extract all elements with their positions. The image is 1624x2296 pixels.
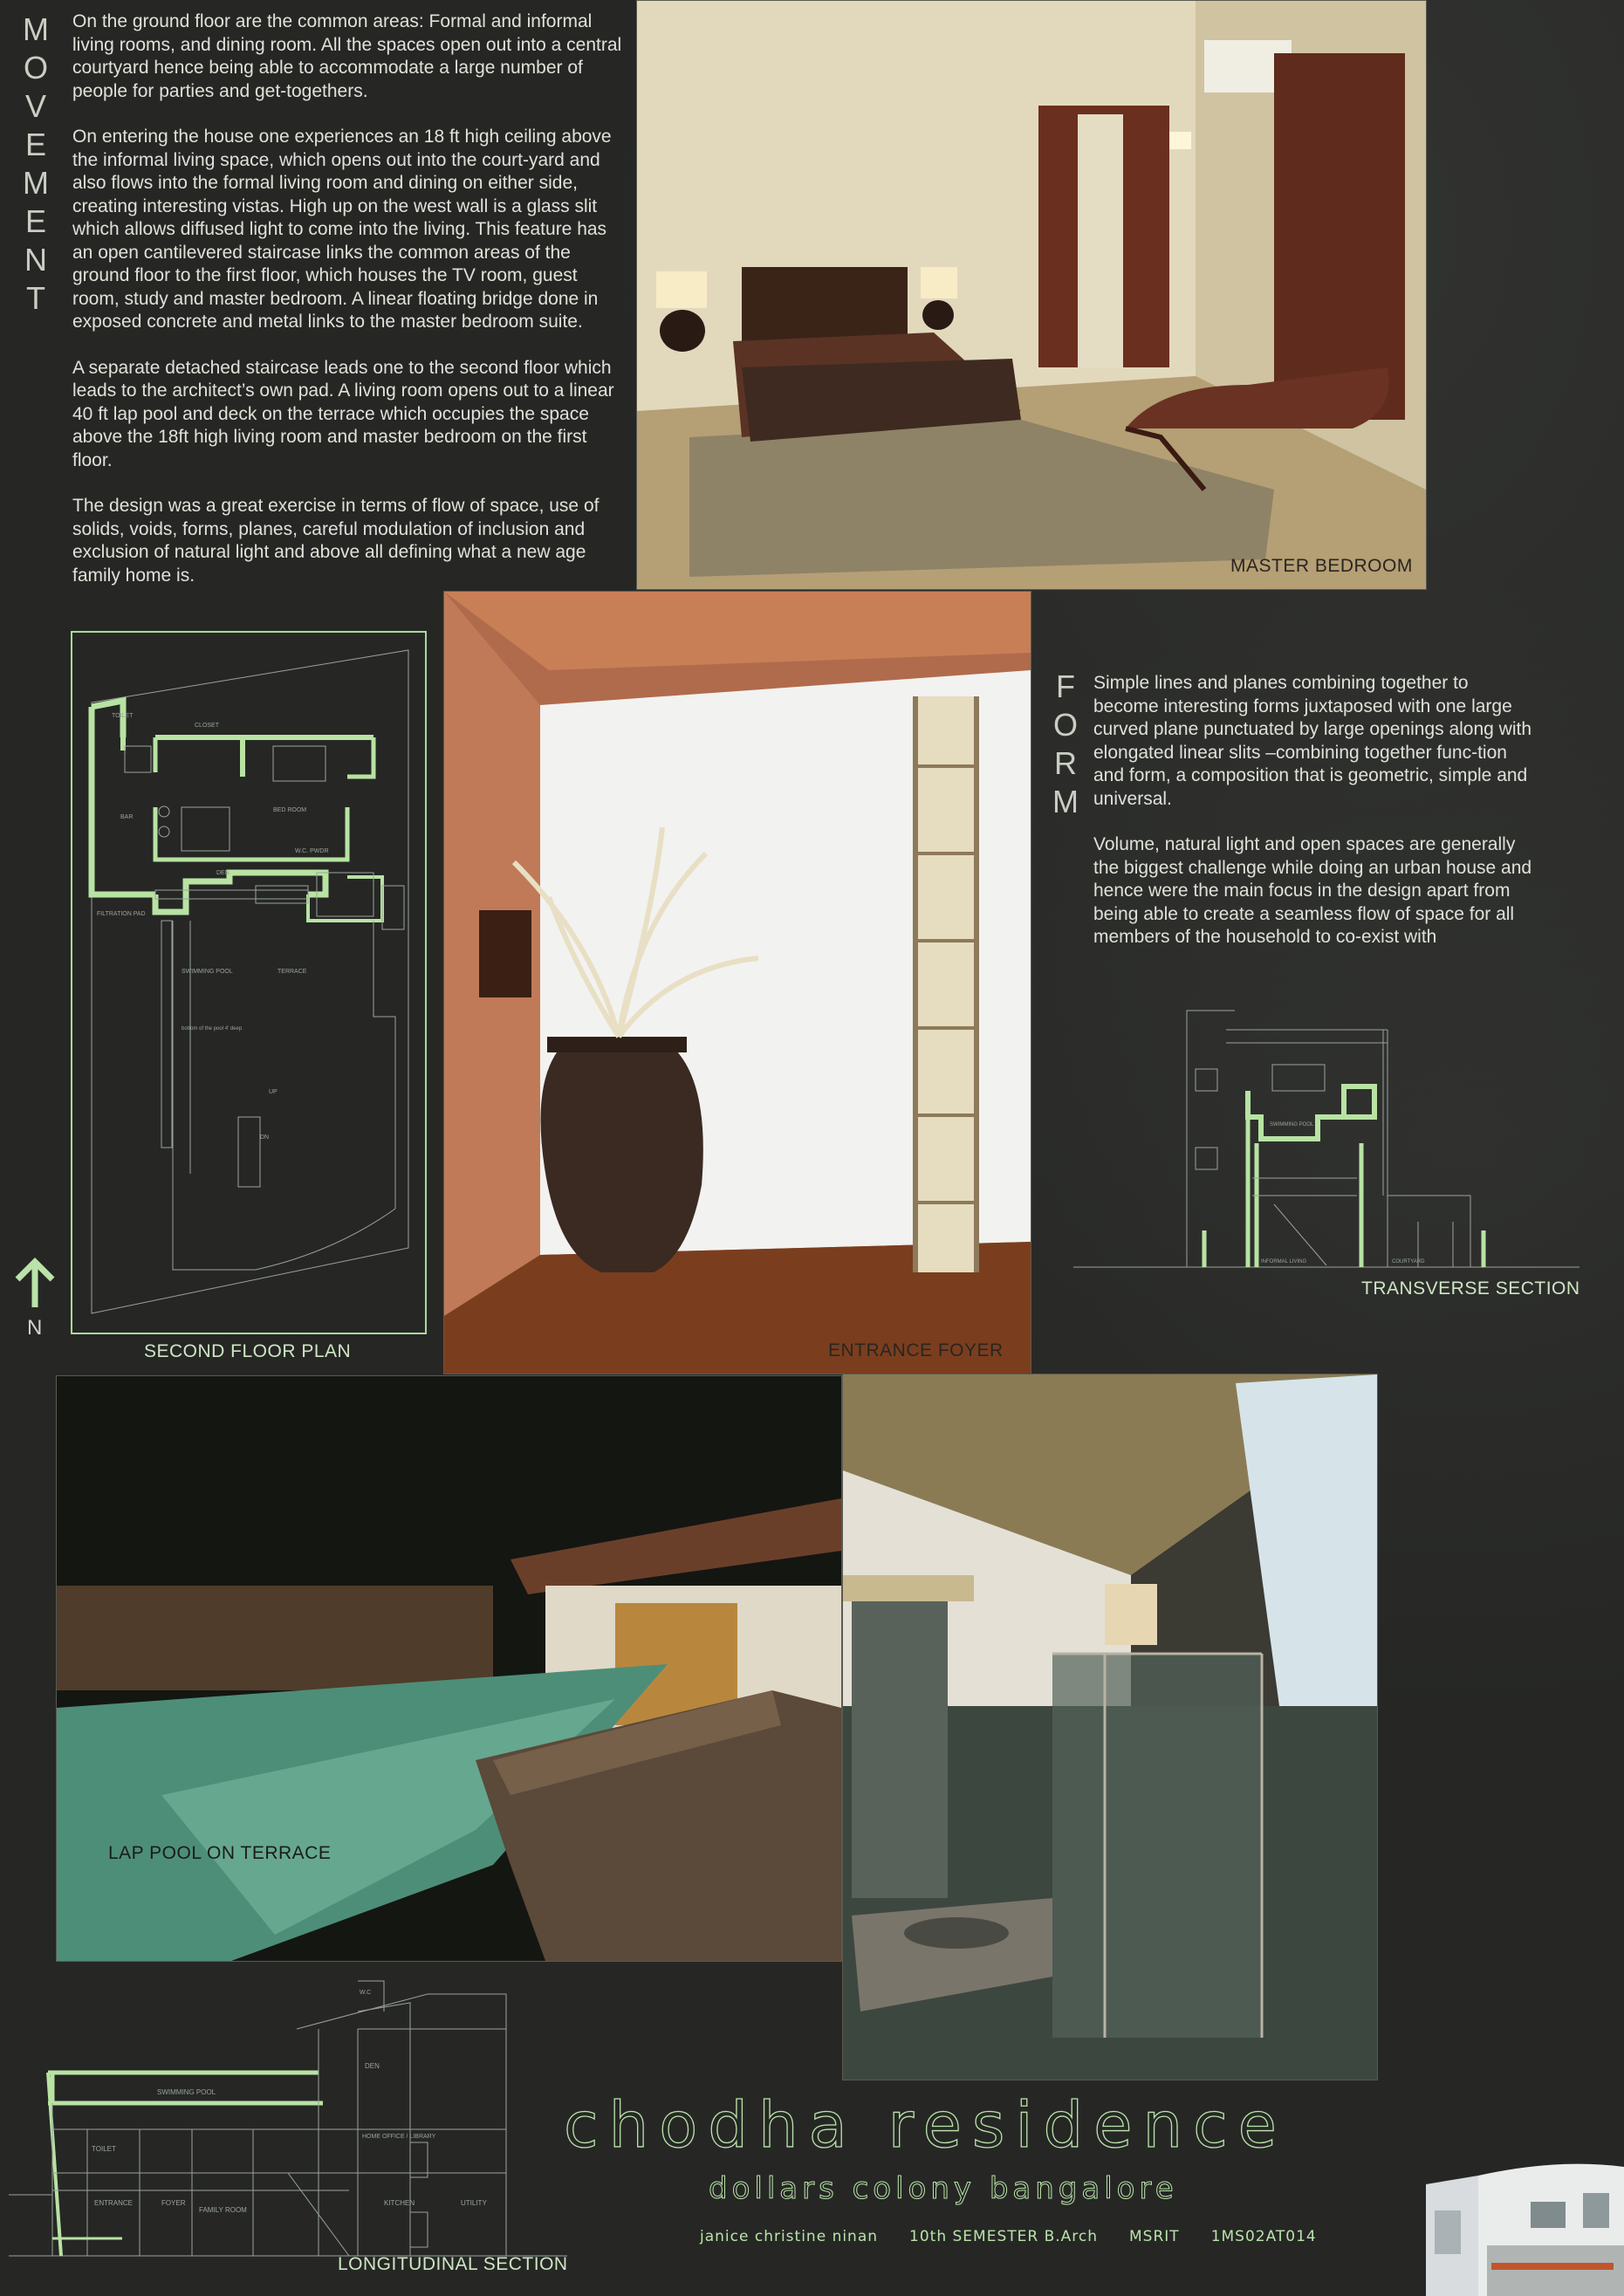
form-letter: F [1056,668,1075,704]
plan-label: UP [269,1089,278,1095]
transverse-section-caption: TRANSVERSE SECTION [1361,1278,1580,1299]
college: MSRIT [1129,2228,1180,2245]
bathroom-photo [842,1374,1378,2080]
movement-letter: O [23,50,48,86]
movement-paragraph: The design was a great exercise in terms of flow of space, use of solids, voids, forms, planes, careful modulation of inclusion and exclusion of natural light and above all defining what a new age family home is. [72,496,600,586]
transverse-section-drawing [1073,1004,1597,1274]
movement-paragraph: A separate detached staircase leads one to the second floor which leads to the architect’s own pad. A living room opens out to a linear 40 ft lap pool and deck on the terrace which occupies the space above the 18ft high living room and master bedroom on the first floor. [72,357,614,470]
movement-letter: M [23,11,49,47]
transverse-label: COURTYARD [1392,1259,1425,1265]
longitudinal-label: HOME OFFICE / LIBRARY [362,2134,436,2140]
master-bedroom-illustration [637,1,1426,589]
north-arrow-icon [12,1257,58,1309]
form-paragraph: Volume, natural light and open spaces are generally the biggest challenge while doing an urban house and hence were the main focus in the design apart from being able to create a seamless flow of space for all members of the household to co-exist with [1093,834,1532,947]
transverse-label: SWIMMING POOL [1270,1122,1314,1127]
plan-label: TOILET [112,713,134,719]
movement-letter: M [23,165,49,201]
plan-label: BED ROOM [273,807,307,813]
plan-label: bottom of the pool 4' deep [182,1026,243,1031]
longitudinal-label: SWIMMING POOL [157,2088,216,2096]
plan-label: TERRACE [278,969,307,975]
student-id: 1MS02AT014 [1210,2228,1317,2245]
longitudinal-label: FAMILY ROOM [199,2206,247,2214]
form-vertical-title [1048,668,1083,821]
longitudinal-label: KITCHEN [384,2199,415,2207]
project-credits [700,2228,1317,2245]
semester: 10th SEMESTER B.Arch [909,2228,1099,2245]
plan-label: DEN [216,870,230,876]
form-letter: M [1052,784,1079,819]
building-render [1426,2149,1624,2296]
plan-label: W.C. PWDR [295,848,329,854]
plan-label: FILTRATION PAD [97,911,146,917]
project-location: dollars colony bangalore [709,2171,1178,2206]
lap-pool-illustration [57,1376,841,1961]
plan-label: SWIMMING POOL [182,969,233,975]
plan-label: CLOSET [195,723,220,729]
author-name: janice christine ninan [700,2228,879,2245]
second-floor-plan [71,631,427,1334]
lap-pool-photo [56,1375,842,1962]
form-letter: O [1052,707,1078,743]
longitudinal-label: DEN [365,2062,380,2070]
entrance-foyer-caption: ENTRANCE FOYER [828,1340,1004,1360]
plan-label: DN [260,1134,270,1141]
longitudinal-label: W.C [360,1990,372,1996]
movement-paragraph: On entering the house one experiences an 18 ft high ceiling above the informal living space, which opens out into the court-yard and also flows into the formal living room and dining on either side, creating interesting vistas. High up on the west wall is a glass slit which allows diffused light to come into the living. This feature has an open cantilevered staircase links the common areas of the ground floor to the first floor, which houses the TV room, guest room, study and master bedroom. A linear floating bridge done in exposed concrete and metal links to the master bedroom suite. [72,127,612,332]
second-floor-plan-drawing [72,633,425,1333]
entrance-foyer-photo [443,591,1031,1374]
north-label: N [27,1316,43,1340]
master-bedroom-photo [636,0,1427,590]
transverse-label: INFORMAL LIVING [1261,1259,1307,1265]
movement-text [72,10,626,610]
master-bedroom-caption: MASTER BEDROOM [1230,556,1413,576]
movement-paragraph: On the ground floor are the common areas: Formal and informal living rooms, and dining room. All the spaces open out into a central courtyard hence being able to accommodate a large number of people for parties and get-togethers. [72,11,622,101]
entrance-foyer-illustration [444,592,1031,1374]
movement-vertical-title [18,10,53,318]
longitudinal-label: UTILITY [461,2199,487,2207]
movement-letter: E [24,127,46,162]
longitudinal-label: FOYER [161,2199,186,2207]
longitudinal-section-drawing [0,1977,576,2273]
longitudinal-label: ENTRANCE [94,2199,134,2207]
movement-letter: V [24,88,46,124]
project-title: chodha residence [564,2088,1287,2162]
movement-letter: N [24,242,47,278]
bathroom-illustration [843,1374,1377,2080]
form-paragraph: Simple lines and planes combining together to become interesting forms juxtaposed with one large curved plane punctuated by large openings along with elongated linear slits –combining together func-tion and form, a composition that is geometric, simple and universal. [1093,673,1532,809]
longitudinal-label: TOILET [92,2145,116,2153]
plan-label: BAR [120,814,134,820]
lap-pool-caption: LAP POOL ON TERRACE [108,1843,332,1863]
longitudinal-section-caption: LONGITUDINAL SECTION [338,2254,568,2274]
second-floor-plan-caption: SECOND FLOOR PLAN [144,1341,352,1361]
movement-letter: E [24,203,46,239]
form-text [1093,672,1538,972]
form-letter: R [1054,745,1077,781]
movement-letter: T [26,280,45,316]
